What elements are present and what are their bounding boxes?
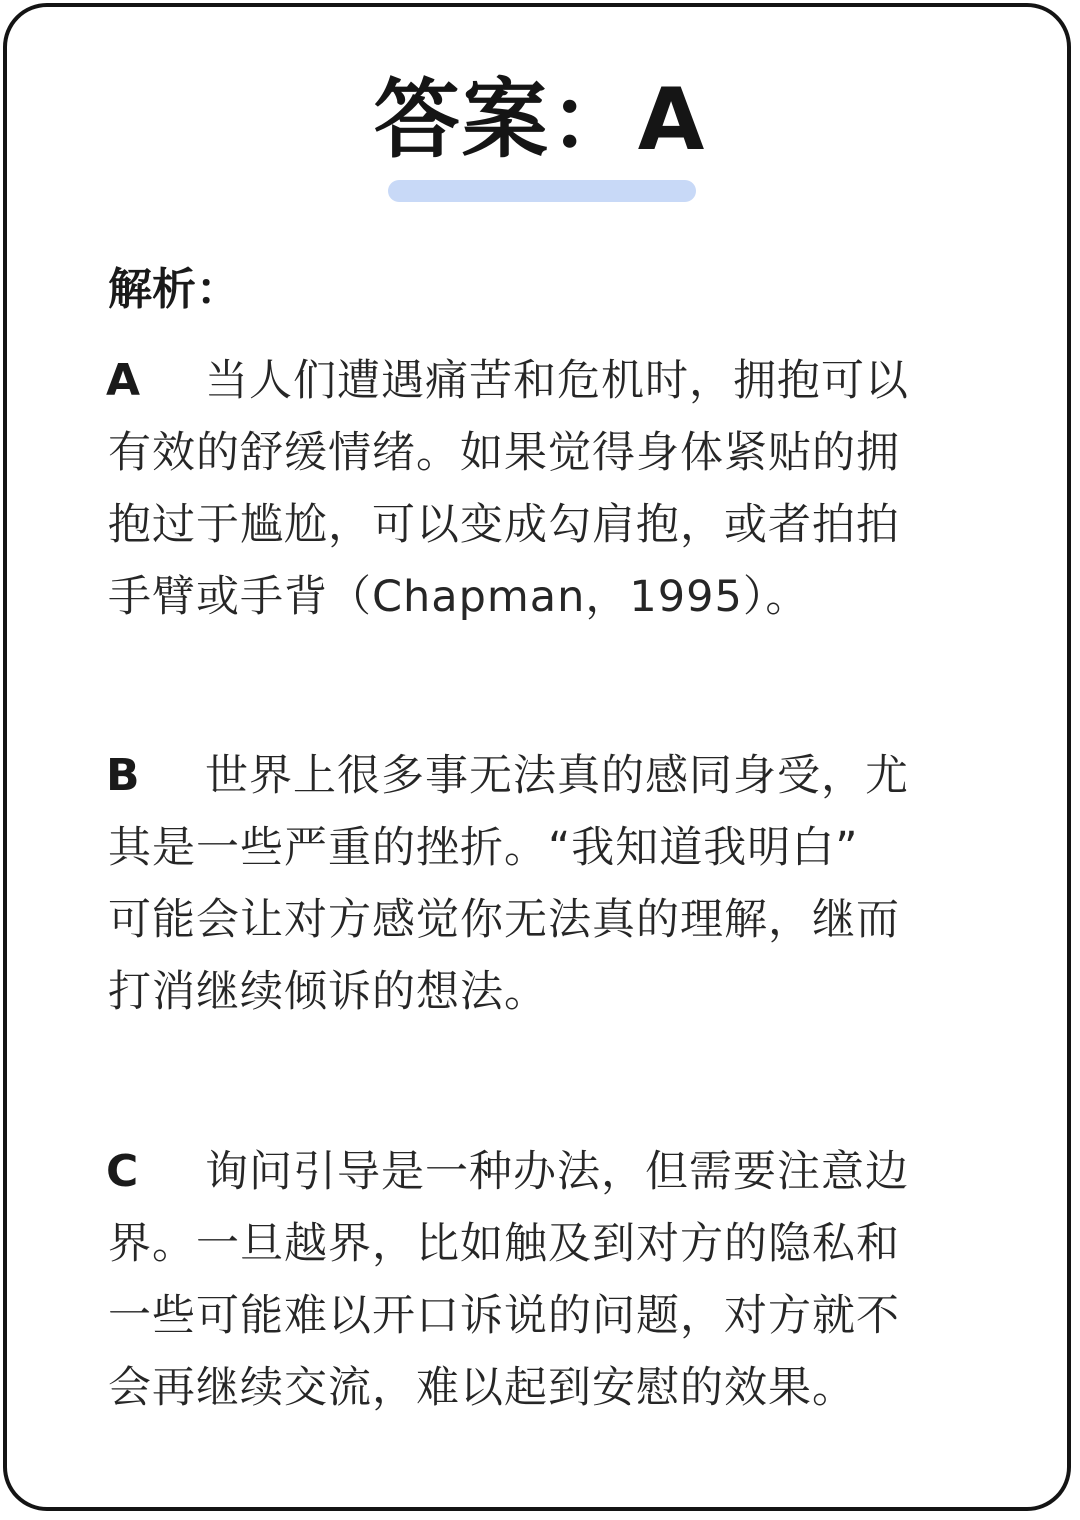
option-letter-c: C [106,1146,139,1197]
option-a-line-3: 抱过于尴尬，可以变成勾肩抱，或者拍拍 [108,500,900,550]
analysis-heading: 解析： [108,264,240,315]
title-underline [388,180,696,202]
option-letter-a: A [106,355,141,406]
option-b-line-4: 打消继续倾诉的想法。 [108,967,548,1017]
option-a-line-2: 有效的舒缓情绪。如果觉得身体紧贴的拥 [108,428,900,478]
option-letter-b: B [106,750,140,801]
option-b-line-3: 可能会让对方感觉你无法真的理解，继而 [108,895,900,945]
option-c-line-4: 会再继续交流，难以起到安慰的效果。 [108,1363,856,1413]
option-c-line-2: 界。一旦越界，比如触及到对方的隐私和 [108,1219,900,1269]
option-b-line-2: 其是一些严重的挫折。“我知道我明白” [108,823,859,873]
option-a-line-1: 当人们遭遇痛苦和危机时，拥抱可以 [205,356,909,406]
option-b-line-1: 世界上很多事无法真的感同身受，尤 [205,751,909,801]
option-a-line-4: 手臂或手背（Chapman，1995）。 [108,572,810,622]
answer-title: 答案：A [373,70,707,170]
option-c-line-1: 询问引导是一种办法，但需要注意边 [205,1147,909,1197]
option-c-line-3: 一些可能难以开口诉说的问题，对方就不 [108,1291,900,1341]
